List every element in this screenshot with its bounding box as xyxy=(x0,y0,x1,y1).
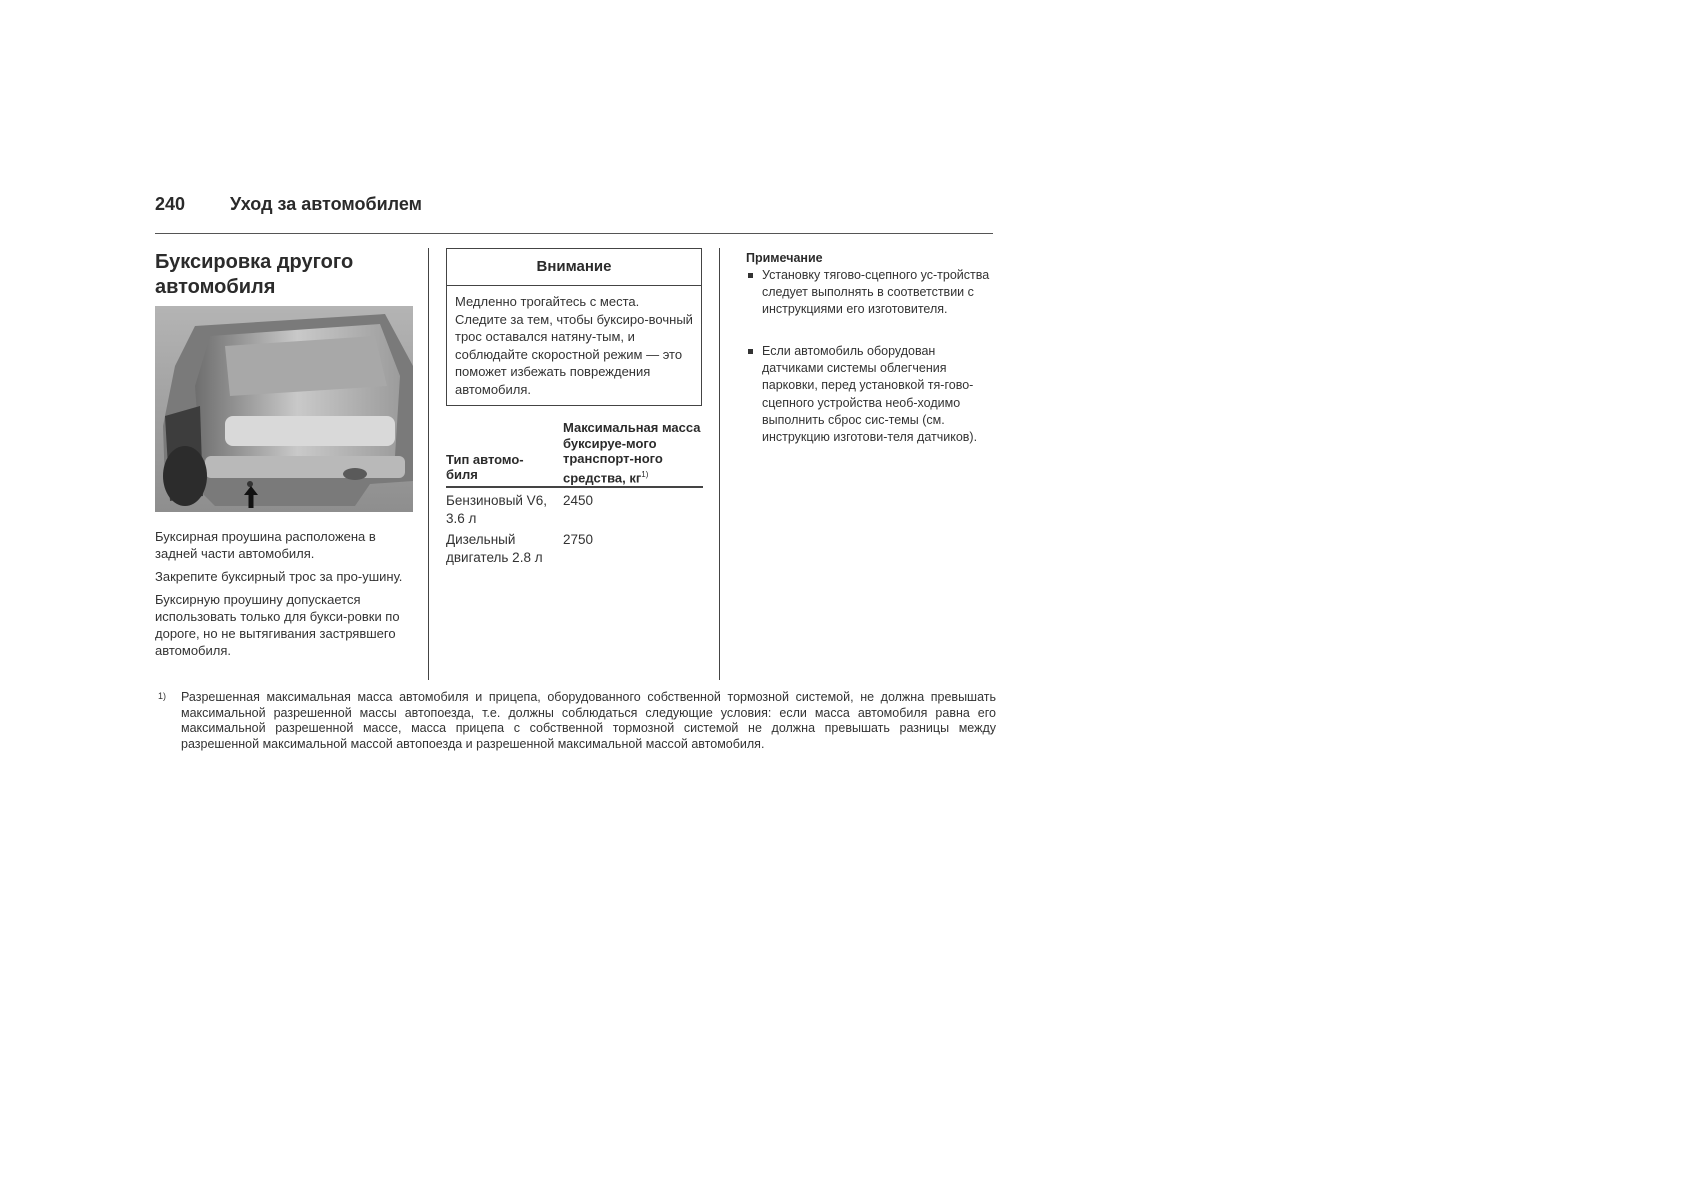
car-rear-illustration xyxy=(155,306,413,512)
section-title: Буксировка другого автомобиля xyxy=(155,251,354,298)
warning-body: Медленно трогайтесь с места. Следите за тем, чтобы буксиро-вочный трос оставался натяну-тым, и соблюдайте скоростной режим — это поможет избежать повреждения автомобиля. xyxy=(455,294,693,397)
car-rear-tow-eye-icon xyxy=(155,306,413,512)
table-header-vehicle-type: Тип автомо-биля xyxy=(446,452,524,482)
note-title: Примечание xyxy=(746,251,823,265)
footnote-ref: 1) xyxy=(641,469,649,479)
table-header-max-mass-label: Максимальная масса буксируе-мого транспорт-ного средства, кг xyxy=(563,420,701,485)
arrow-up-icon xyxy=(244,486,258,508)
header-divider xyxy=(155,233,993,234)
paragraph: Буксирную проушину допускается использовать только для букси-ровки по дороге, но не вытягивания застрявшего автомобиля. xyxy=(155,592,400,658)
table-cell: 2750 xyxy=(563,532,594,547)
column1-text xyxy=(155,528,413,665)
column-divider xyxy=(719,248,720,680)
table-cell: Бензиновый V6, 3.6 л xyxy=(446,493,547,526)
table-cell: Дизельный двигатель 2.8 л xyxy=(446,532,543,565)
bullet-icon xyxy=(748,349,753,354)
footnote-text: Разрешенная максимальная масса автомобиля и прицепа, оборудованного собственной тормозной системой, не должна превышать максимальной разрешенной массы автопоезда, т.е. должны соблюдаться следующие условия: если масса автомобиля равна его максимальной разрешенной массе, масса прицепа с собственной тормозной системой не должна превышать разницы между разрешенной максимальной массой автопоезда и разрешенной максимальной массой автомобиля. xyxy=(181,690,996,751)
warning-box xyxy=(446,248,702,406)
table-header-rule xyxy=(446,486,703,488)
paragraph: Закрепите буксирный трос за про-ушину. xyxy=(155,569,403,584)
column-divider xyxy=(428,248,429,680)
list-item-text: Установку тягово-сцепного ус-тройства следует выполнять в соответствии с инструкциями его изготовителя. xyxy=(762,268,990,317)
list-item xyxy=(746,343,996,446)
table-header-max-mass xyxy=(563,420,705,485)
list-item-text: Если автомобиль оборудован датчиками системы облегчения парковки, перед установкой тя-гово-сцепного устройства необ-ходимо выполнить сброс сис-темы (см. инструкцию изготови-теля датчиков). xyxy=(762,344,978,445)
warning-title: Внимание xyxy=(447,249,701,286)
table-cell: 2450 xyxy=(563,493,594,508)
paragraph: Буксирная проушина расположена в задней части автомобиля. xyxy=(155,529,376,561)
footnote-mark: 1) xyxy=(158,691,167,701)
chapter-title: Уход за автомобилем xyxy=(230,194,422,214)
bullet-icon xyxy=(748,273,753,278)
page-number: 240 xyxy=(155,194,186,214)
list-item xyxy=(746,267,996,319)
